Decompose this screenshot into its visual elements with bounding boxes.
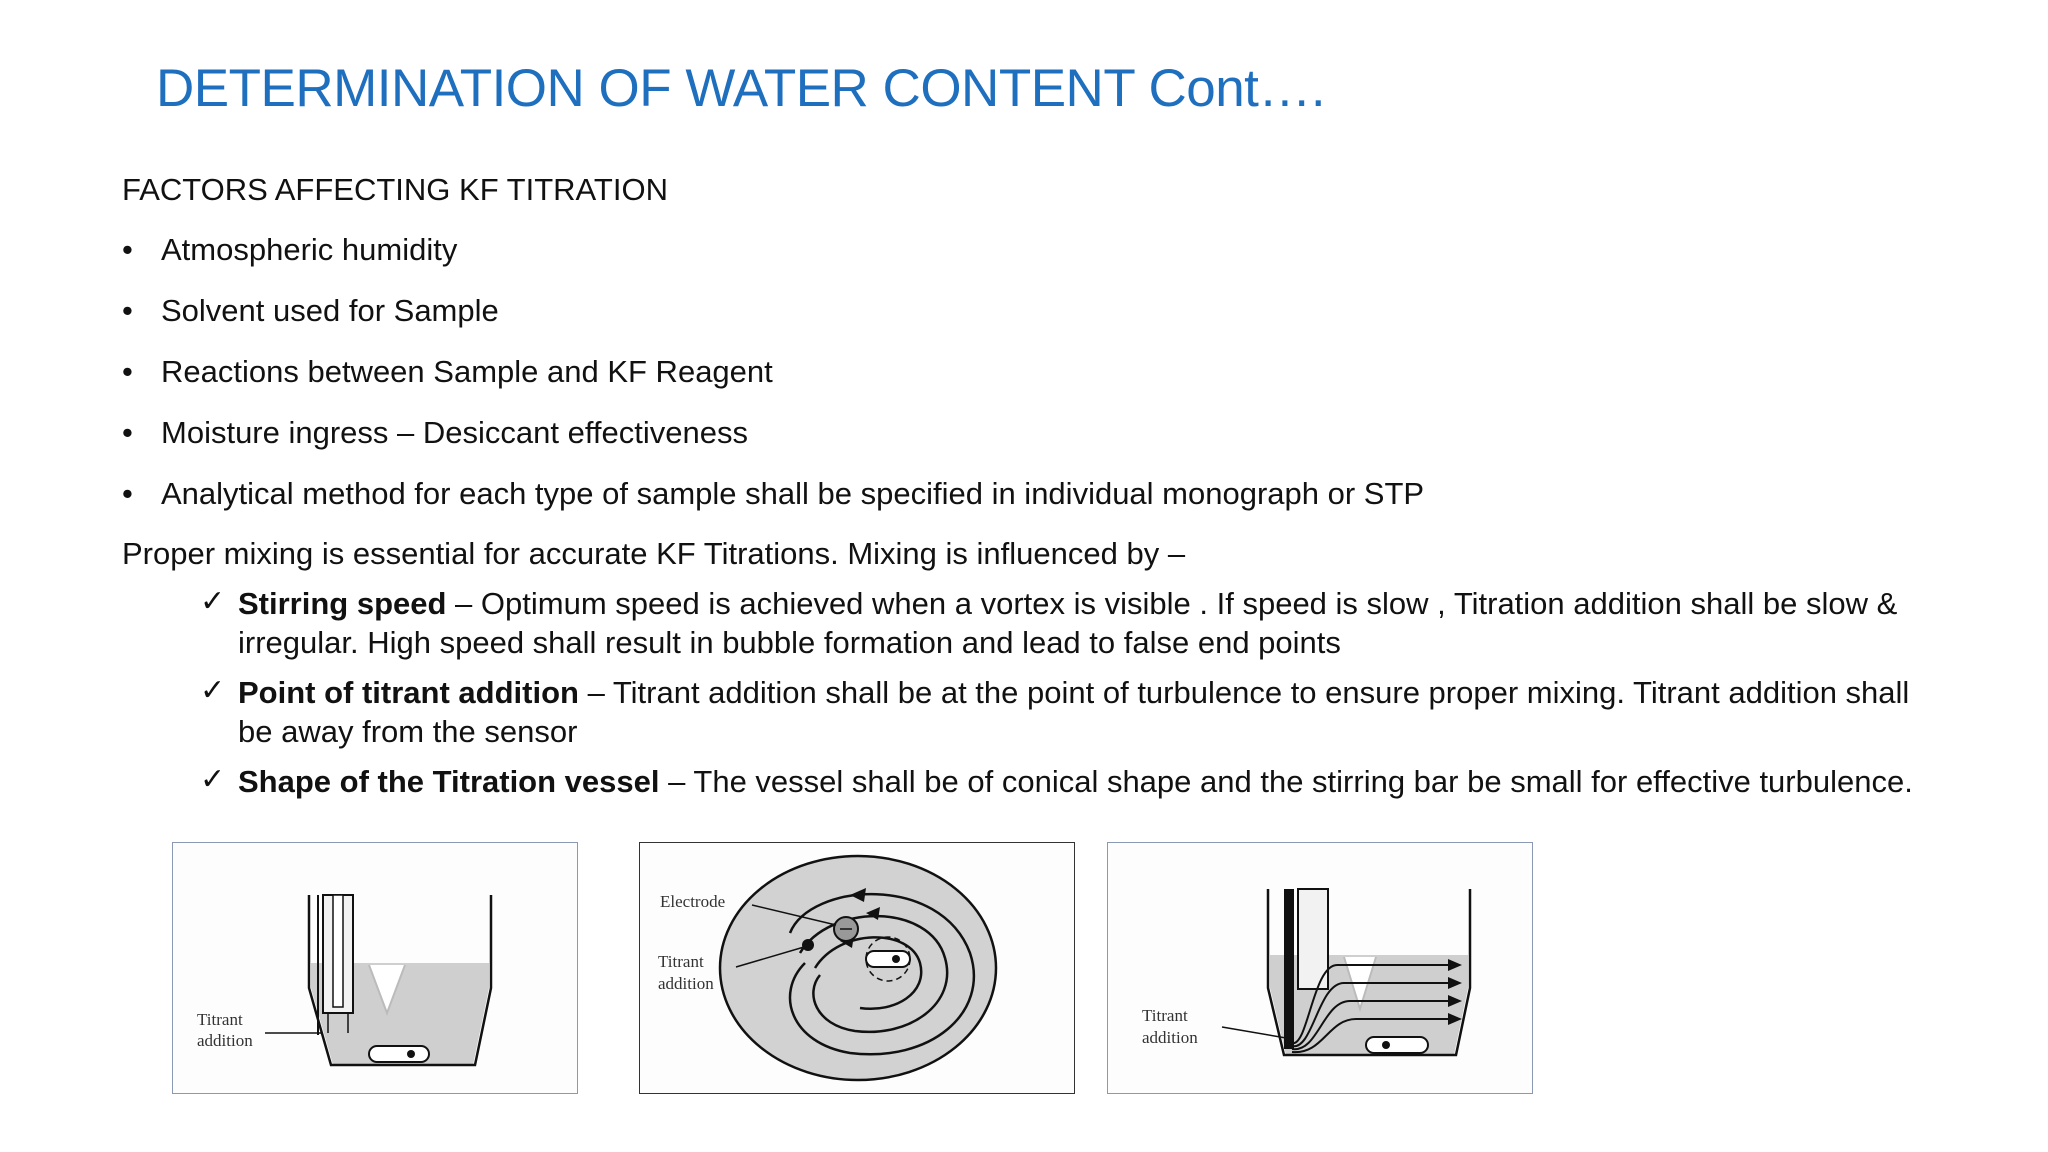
figure-top-view-flow xyxy=(639,842,1075,1094)
section-heading: FACTORS AFFECTING KF TITRATION xyxy=(122,172,668,207)
point-text: – Titrant addition shall be at the point of turbulence to ensure proper mixing. Titrant addition shall be away from the sensor xyxy=(238,675,1910,749)
point-text: – Optimum speed is achieved when a vortex is visible . If speed is slow , Titration addition shall be slow & irregular. High speed shall result in bubble formation and lead to false end points xyxy=(238,586,1898,660)
point-text: – The vessel shall be of conical shape and the stirring bar be small for effective turbulence. xyxy=(659,764,1913,799)
figure-side-view-turbulence xyxy=(1107,842,1533,1094)
electrode-label: Electrode xyxy=(660,892,726,911)
list-item: • Atmospheric humidity xyxy=(122,232,458,267)
titrant-label: Titrant xyxy=(658,952,704,971)
list-item: • Reactions between Sample and KF Reagent xyxy=(122,354,773,389)
titrant-label: addition xyxy=(1142,1028,1198,1047)
point-term: Shape of the Titration vessel xyxy=(238,764,660,799)
point-term: Stirring speed xyxy=(238,586,447,621)
figure-side-view-near-sensor xyxy=(172,842,578,1094)
list-item: • Moisture ingress – Desiccant effectiveness xyxy=(122,415,748,450)
point-term: Point of titrant addition xyxy=(238,675,579,710)
bullet-icon: • xyxy=(122,232,133,267)
bullet-icon: • xyxy=(122,293,133,328)
bullet-icon: • xyxy=(122,415,133,450)
top-view-diagram xyxy=(640,843,1074,1093)
factors-list xyxy=(122,232,1424,537)
vessel-flow-diagram xyxy=(1108,843,1532,1093)
titrant-label: addition xyxy=(197,1031,253,1050)
checkmark-icon: ✓ xyxy=(200,674,226,707)
titrant-label: Titrant xyxy=(1142,1006,1188,1025)
bullet-icon: • xyxy=(122,476,133,511)
list-item: • Analytical method for each type of sample shall be specified in individual monograph or STP xyxy=(122,476,1425,511)
list-item xyxy=(200,762,1920,801)
list-item xyxy=(200,673,1920,751)
checkmark-icon: ✓ xyxy=(200,763,226,796)
mixing-intro: Proper mixing is essential for accurate KF Titrations. Mixing is influenced by – xyxy=(122,536,1186,571)
checkmark-icon: ✓ xyxy=(200,585,226,618)
slide-title: DETERMINATION OF WATER CONTENT Cont…. xyxy=(156,59,1326,118)
mixing-list xyxy=(200,584,1920,812)
vessel-diagram xyxy=(173,843,577,1093)
titrant-label: Titrant xyxy=(197,1010,243,1029)
titrant-label: addition xyxy=(658,974,714,993)
bullet-icon: • xyxy=(122,354,133,389)
list-item xyxy=(200,584,1920,662)
list-item: • Solvent used for Sample xyxy=(122,293,499,328)
